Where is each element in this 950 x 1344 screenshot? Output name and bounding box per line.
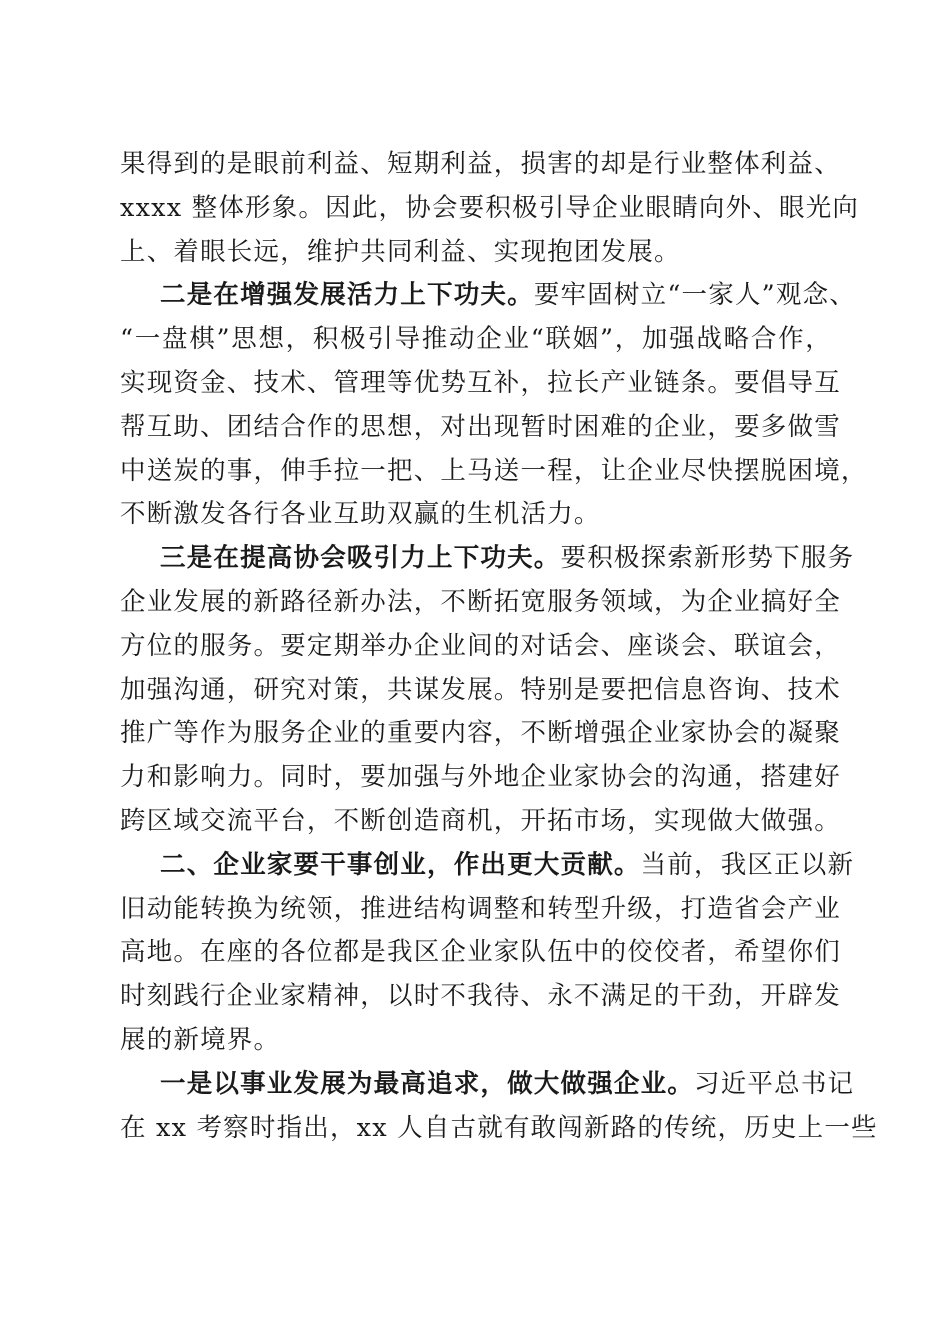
- line-text: 跨区域交流平台，不断创造商机，开拓市场，实现做大做强。: [120, 805, 841, 836]
- paragraph-line: [120, 756, 841, 800]
- line-text: 推广等作为服务企业的重要内容，不断增强企业家协会的凝聚: [120, 718, 841, 749]
- line-text: 加强沟通，研究对策，共谋发展。特别是要把信息咨询、技术: [120, 674, 841, 705]
- paragraph-line: [120, 274, 856, 318]
- paragraph-line: [120, 625, 841, 669]
- paragraph-line: [120, 362, 841, 406]
- line-text: 高地。在座的各位都是我区企业家队伍中的佼佼者，希望你们: [120, 937, 841, 968]
- line-text: 企业发展的新路径新办法，不断拓宽服务领域，为企业搞好全: [120, 586, 841, 617]
- paragraph-line: [120, 844, 855, 888]
- line-text: “一盘棋”思想，积极引导推动企业“联姻”，加强战略合作，: [120, 324, 832, 355]
- line-text: 上、着眼长远，维护共同利益、实现抱团发展。: [120, 236, 681, 267]
- subheading-text: 三是在提高协会吸引力上下功夫。: [160, 543, 561, 574]
- line-text: 要牢固树立“一家人”观念、: [533, 280, 856, 311]
- line-text: 时刻践行企业家精神，以时不我待、永不满足的干劲，开辟发: [120, 981, 841, 1012]
- line-text: 不断激发各行各业互助双赢的生机活力。: [120, 499, 601, 530]
- body-text: [120, 143, 878, 1150]
- paragraph-line: [120, 187, 860, 231]
- paragraph-line: [120, 975, 841, 1019]
- paragraph-line: [120, 888, 841, 932]
- subheading-text: 一是以事业发展为最高追求，做大做强企业。: [160, 1068, 695, 1099]
- line-text: 习近平总书记: [694, 1068, 855, 1099]
- paragraph-line: [120, 712, 841, 756]
- paragraph-line: [120, 231, 832, 275]
- line-text: 展的新境界。: [120, 1024, 281, 1055]
- paragraph-line: [120, 406, 841, 450]
- paragraph-line: [120, 143, 841, 187]
- paragraph-line: [120, 800, 841, 844]
- paragraph-line: [120, 1063, 855, 1107]
- paragraph-line: [120, 931, 841, 975]
- subheading-text: 二是在增强发展活力上下功夫。: [160, 280, 534, 311]
- paragraph-line: [120, 493, 832, 537]
- line-text: 方位的服务。要定期举办企业间的对话会、座谈会、联谊会，: [120, 630, 841, 661]
- line-text: 果得到的是眼前利益、短期利益，损害的却是行业整体利益、: [120, 149, 841, 179]
- line-text: 力和影响力。同时，要加强与外地企业家协会的沟通，搭建好: [120, 762, 841, 793]
- paragraph-line: [120, 581, 841, 625]
- line-text: 在 xx 考察时指出，xx 人自古就有敢闯新路的传统，历史上一些: [120, 1112, 878, 1143]
- line-text: 要积极探索新形势下服务: [560, 543, 855, 574]
- section-heading-text: 二、企业家要干事创业，作出更大贡献。: [160, 849, 641, 880]
- line-text: 中送炭的事，伸手拉一把、上马送一程，让企业尽快摆脱困境，: [120, 455, 868, 486]
- paragraph-line: [120, 1019, 832, 1063]
- paragraph-line: [120, 537, 855, 581]
- paragraph-line: [120, 318, 832, 362]
- line-text: 旧动能转换为统领，推进结构调整和转型升级，打造省会产业: [120, 893, 841, 924]
- paragraph-line: [120, 450, 868, 494]
- paragraph-line: [120, 1107, 878, 1151]
- paragraph-line: [120, 669, 841, 713]
- line-text: 当前，我区正以新: [640, 849, 855, 880]
- line-text: 帮互助、团结合作的思想，对出现暂时困难的企业，要多做雪: [120, 411, 841, 442]
- line-text: xxxx 整体形象。因此，协会要积极引导企业眼睛向外、眼光向: [120, 192, 860, 223]
- line-text: 实现资金、技术、管理等优势互补，拉长产业链条。要倡导互: [120, 367, 841, 398]
